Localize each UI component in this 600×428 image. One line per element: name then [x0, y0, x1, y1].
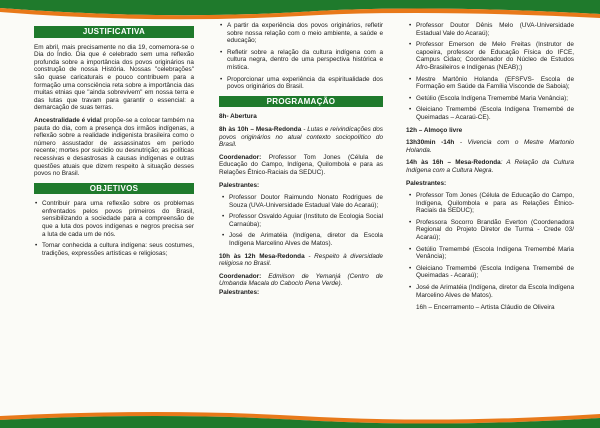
- palestrantes-label: Palestrantes:: [219, 181, 260, 189]
- palestrantes-label: Palestrantes:: [406, 179, 447, 187]
- vivencia-time: 13h30min -14h: [406, 139, 455, 147]
- objetivos-list-continued: [219, 22, 383, 91]
- palestrantes-list-2: [406, 22, 574, 122]
- encerramento-item: 16h – Encerramento – Artista Cláudio de Oliveira: [416, 304, 555, 312]
- abertura-item: 8h- Abertura: [219, 113, 257, 121]
- justificativa-header: JUSTIFICATIVA: [34, 26, 194, 38]
- coordenador-1-text: Professor Tom Jones (Célula de Educação do Campo, Indígena, Quilombola e para as Relações Étnico-Raciais da SEDUC).: [219, 153, 383, 176]
- palestrante-item: • Professor Doutor Dênis Melo (UVA-Universidade Estadual Vale do Acaraú);: [416, 22, 574, 37]
- palestrante-item: • Professor Doutor Raimundo Nonato Rodrigues de Souza (UVA-Universidade Estadual Vale do Acaraú);: [229, 194, 383, 209]
- mesa-redonda-3-time: 14h às 16h – Mesa-Redonda: [406, 159, 501, 167]
- palestrante-item: • Getúlio (Escola Indígena Tremembé Maria Venância);: [416, 95, 574, 103]
- coordenador-2-text: Edmilson de Yemanjá (Centro de Umbanda Macala do Caboclo Pena Verde).: [219, 272, 383, 288]
- objetivo-item: • Refletir sobre a relação da cultura indígena com a cultura negra, dentro de uma perspectiva histórica e mística.: [227, 49, 383, 72]
- justificativa-paragraph-1: Em abril, mais precisamente no dia 19, comemora-se o Dia do Índio. Dia que é celebrado sem uma reflexão profunda sobre a importância dos povos originários na construção de nossa História. Nossas "celebrações" são quase caricaturais e pouco contribuem para a formação uma consciência reta sobre a importância das muitas etnias que "ainda sobrevivem" em nossa terra e das lutas que travam para garantir o essencial: a demarcação de suas terras.: [34, 43, 194, 112]
- palestrantes-list-3: [406, 192, 574, 299]
- palestrante-item: • Getúlio Tremembé (Escola Indígena Tremembé Maria Venância);: [416, 246, 574, 261]
- bottom-decorative-stripes: [0, 408, 600, 428]
- palestrante-item: • Gleiciano Tremembé (Escola Indígena Tremembé de Queimadas - Acaraú);: [416, 265, 574, 280]
- palestrante-item: • Professora Socorro Brandão Everton (Coordenadora Regional do Projeto Diretor de Turma - Crede 03/ Acaraú);: [416, 219, 574, 242]
- palestrantes-label: Palestrantes:: [219, 289, 260, 297]
- left-column: [34, 22, 194, 262]
- objetivos-list: [34, 200, 194, 257]
- right-column: [406, 22, 574, 317]
- justificativa-paragraph-2: [34, 117, 194, 178]
- mesa-redonda-2: [219, 253, 383, 268]
- coordenador-1: [219, 154, 383, 177]
- palestrante-item: • Gleiciano Tremembé (Escola Indígena Tremembé de Queimadas – Acaraú-CE).: [416, 106, 574, 121]
- palestrante-item: • Professor Tom Jones (Célula de Educação do Campo, Indígena, Quilombola e para as Relações Étnico-Raciais da SEDUC);: [416, 192, 574, 215]
- vivencia-item: [406, 139, 574, 154]
- coordenador-label: Coordenador:: [219, 272, 262, 280]
- palestrante-item: • Professor Osvaldo Aguiar (Instituto de Ecologia Social Carnaúba);: [229, 213, 383, 228]
- palestrantes-list-1: [219, 194, 383, 248]
- programacao-header: PROGRAMAÇÃO: [219, 96, 383, 108]
- mesa-redonda-3-topic: : A Relação da Cultura Indígena com a Cultura Negra.: [406, 159, 574, 174]
- top-decorative-stripes: [0, 0, 600, 20]
- palestrante-item: • José de Arimatéia (Indígena, diretor da Escola Indígena Marcelino Alves de Matos).: [416, 284, 574, 299]
- mesa-redonda-2-topic: - Respeito à diversidade religiosa no Brasil.: [219, 252, 383, 268]
- mesa-redonda-1: [219, 126, 383, 149]
- mesa-redonda-1-topic: - Lutas e reivindicações dos povos originários no atual contexto sociopolítico do Brasil.: [219, 125, 384, 149]
- objetivo-item: • Contribuir para uma reflexão sobre os problemas enfrentados pelos povos primeiros do Brasil, sensibilizando a sociedade para a compreensão de que a luta dos povos indígenas e negros precisa ser a luta de cada um de nós.: [42, 200, 194, 238]
- coordenador-2: [219, 273, 383, 288]
- mesa-redonda-2-time: 10h às 12h Mesa-Redonda: [219, 252, 305, 260]
- mesa-redonda-3: [406, 159, 574, 174]
- ancestralidade-lead: Ancestralidade é vida!: [34, 116, 102, 124]
- objetivo-item: • A partir da experiência dos povos originários, refletir sobre nossa relação com o meio ambiente, a saúde e educação;: [227, 22, 383, 45]
- mesa-redonda-1-time: 8h às 10h – Mesa-Redonda: [219, 125, 302, 133]
- almoco-item: 12h – Almoço livre: [406, 126, 463, 134]
- coordenador-label: Coordenador:: [219, 153, 262, 161]
- objetivo-item: • Proporcionar uma experiência da espiritualidade dos povos originários do Brasil.: [227, 76, 383, 91]
- palestrante-item: • Mestre Martônio Holanda (EFSFVS- Escola de Formação em Saúde da Família Visconde de Saboia);: [416, 76, 574, 91]
- vivencia-text: - Vivencia com o Mestre Martonio Holanda.: [406, 139, 575, 154]
- palestrante-item: • José de Arimatéia (Indígena, diretor da Escola Indígena Marcelino Alves de Matos).: [229, 232, 383, 247]
- justificativa-paragraph-2-text: propõe-se a colocar também na pauta do dia, com a presença dos irmãos indígenas, a reflexão sobre a realidade indigenista brasileira como o número assustador de assassinatos em período recente; mortes por suicídio ou desnutrição; as políticas recessivas e desastrosas à causas indígenas e outras questões atuais que dizem respeito à situação desses povos no Brasil.: [34, 116, 194, 178]
- palestrante-item: • Professor Emerson de Melo Freitas (Instrutor de capoeira, professor de Educação Física do IFCE, Campus Cidao; Coordenador do Núcleo de Estudos Afro-Brasileiros e Indígenas (NEAB);): [416, 41, 574, 71]
- objetivos-header: OBJETIVOS: [34, 183, 194, 195]
- objetivo-item: • Tornar conhecida a cultura indígena: seus costumes, tradições, expressões artísticas e religiosas;: [42, 242, 194, 257]
- middle-column: [219, 22, 383, 302]
